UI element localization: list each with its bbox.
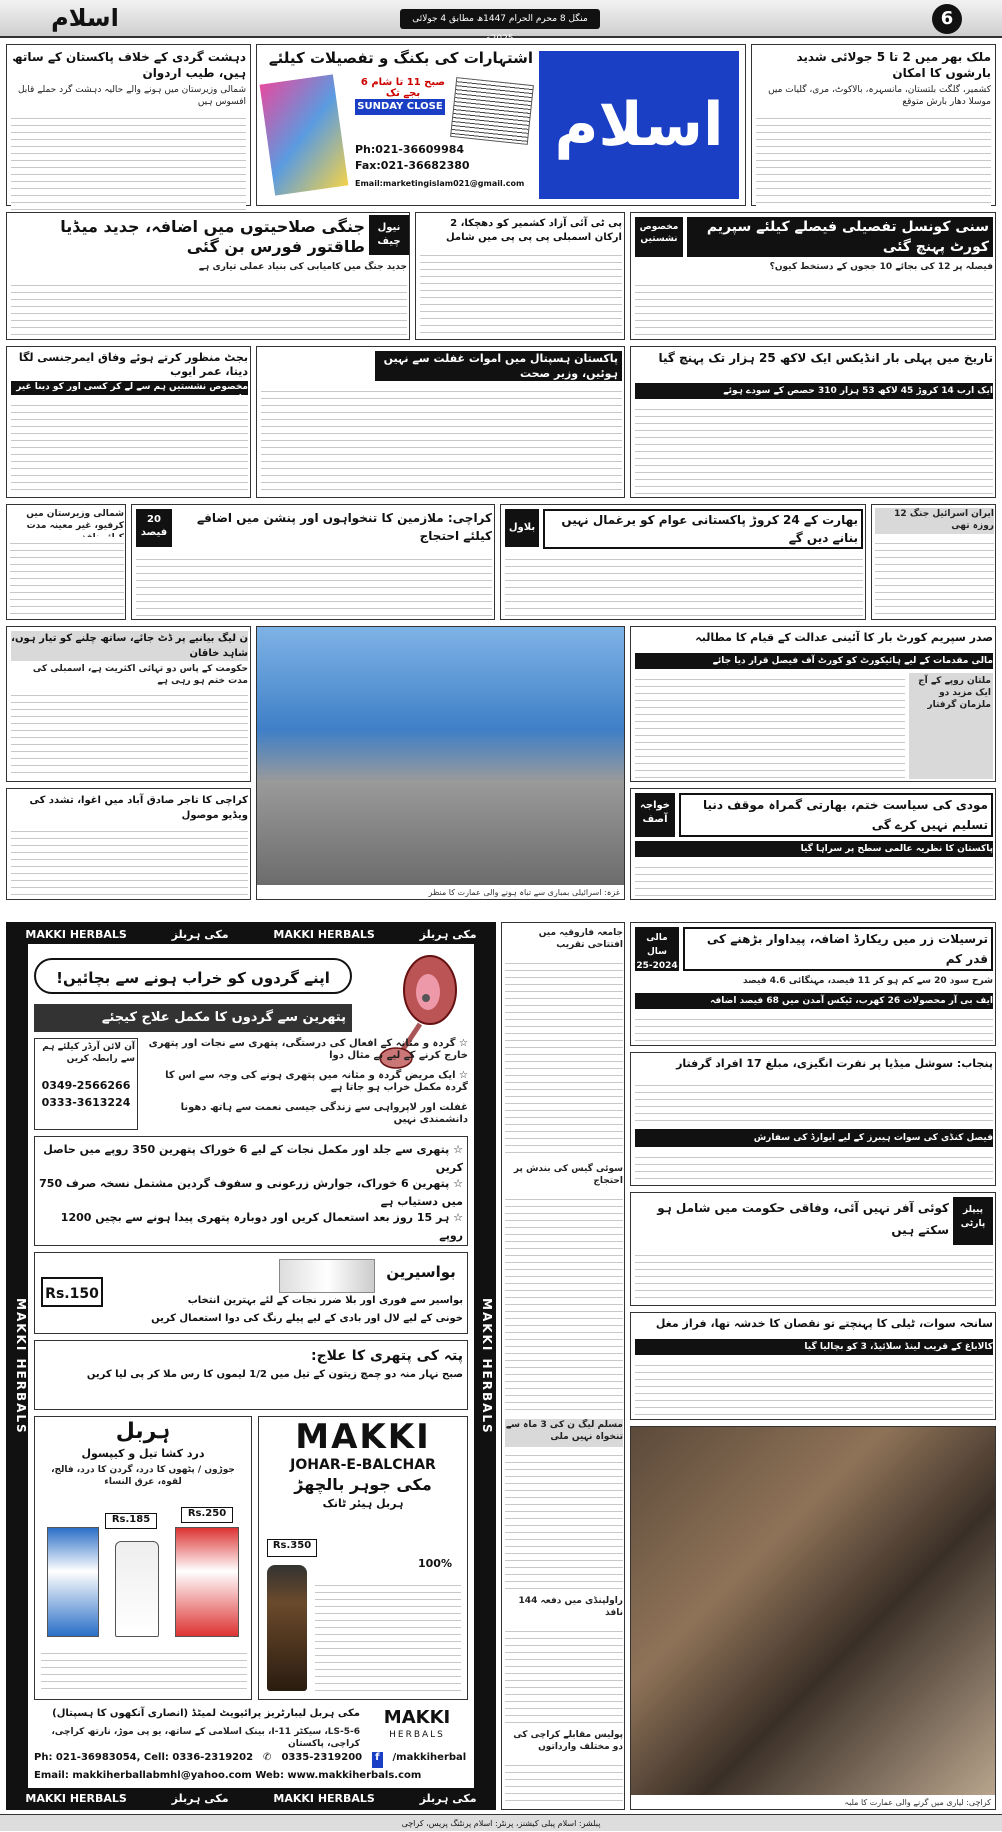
lower-h3: فیصل کنڈی کی سوات ہیبرز کے لیے ایوارڈ کی سفارش xyxy=(635,1129,993,1147)
ad-offer3-text: ہر 15 روز بعد استعمال کریں اور دوبارہ پتھری پیدا ہونے سے بچیں xyxy=(95,1211,450,1224)
photo-collapsed-caption: کراچی: لیاری میں گرنے والی عمارت کا ملبہ xyxy=(844,1798,991,1807)
ad-top-fax: Fax:021-36682380 xyxy=(355,159,470,172)
row2-h3-body xyxy=(635,279,993,337)
row2-h3-tag: مخصوص نشستیں xyxy=(635,217,683,257)
lower-h1: ترسیلات زر میں ریکارڈ اضافہ، پیداوار بڑھنے کی قدر کم xyxy=(683,927,993,971)
ad-point2 xyxy=(142,1070,468,1100)
ad-top-title: اشتہارات کی بکنگ و تفصیلات کیلئے xyxy=(268,49,533,67)
top-right-body xyxy=(756,112,991,208)
lower-h2-body xyxy=(635,1079,993,1125)
ad-top-logo-block xyxy=(539,51,739,199)
ad-phone1[interactable]: 0349-2566266 xyxy=(41,1079,131,1092)
row2-h2-body xyxy=(420,249,622,337)
makki-strip-right: MAKKI HERBALS xyxy=(474,944,494,1788)
page-footer: پبلشر: اسلام پبلی کیشنز، پرنٹر: اسلام پرنٹنگ پریس، کراچی xyxy=(0,1814,1002,1831)
row6-story-1 xyxy=(6,788,251,900)
ad-herbal-pack1 xyxy=(47,1527,99,1637)
mid-body4 xyxy=(505,1625,623,1725)
page-number: 6 xyxy=(932,4,962,34)
row3-h3-body xyxy=(635,403,993,495)
ad-makki-ur: مکی جوہر بالچھڑ xyxy=(294,1475,432,1494)
ad-footer-logo-block xyxy=(366,1706,468,1750)
ad-herbal-sub: درد کشا تیل و کیپسول xyxy=(81,1447,205,1460)
ad-makki-price: Rs.350 xyxy=(267,1539,317,1557)
makki-strip-left: MAKKI HERBALS xyxy=(8,944,28,1788)
ad-footer-contacts xyxy=(34,1752,468,1768)
ad-product2-box xyxy=(34,1252,468,1334)
ad-herbal-text: جوڑوں / پٹھوں کا درد، گردن کا درد، فالج، لقوہ، عرق النساء xyxy=(51,1465,235,1487)
ad-point1-text: گردہ و مثانہ کے افعال کی درستگی، پتھری سے نجات اور پتھری خارج کرنے کے لیے بے مثال دوا xyxy=(148,1038,468,1061)
row4-h2-tag: بلاول xyxy=(505,509,539,547)
ad-product1: پتھرین سے گردوں کا مکمل علاج کیجئے xyxy=(34,1004,352,1032)
row6-h1: کراچی کا تاجر صادق آباد میں اغوا، تشدد کی ویڈیو موصول xyxy=(29,795,248,821)
row4-h1: کراچی: ملازمین کا تنخواہوں اور پنشن میں اضافے کیلئے احتجاج xyxy=(196,511,492,543)
ad-top-logo: اسلام xyxy=(554,90,724,160)
mid-col xyxy=(501,922,625,1810)
ad-phones-en[interactable]: Ph: 021-36983054, Cell: 0336-2319202 xyxy=(34,1752,254,1763)
ad-herbal-price-capsule: Rs.185 xyxy=(105,1513,157,1529)
photo-gaza-building xyxy=(256,626,625,900)
brand-en-3: MAKKI HERBALS xyxy=(25,1791,127,1805)
ad-makki-title: MAKKI xyxy=(295,1417,431,1457)
ad-herbal-box xyxy=(34,1416,252,1700)
row6-h2-sub: پاکستان کا نظریہ عالمی سطح پر سراہا گیا xyxy=(635,841,993,857)
row2-story-2 xyxy=(415,212,625,340)
row2-h1-tag: نیول چیف xyxy=(369,215,409,255)
lower-h4-tag: پیپلز پارٹی xyxy=(953,1197,993,1245)
ad-footer-addr: LS-5-6، سیکٹر 11-I، بینک اسلامی کے ساتھ، یو پی موڑ، نارتھ کراچی، کراچی، پاکستان xyxy=(51,1727,360,1749)
mid-t3: مسلم لیگ ن کی 3 ماہ سے تنخواہ نہیں ملی xyxy=(505,1419,623,1447)
ad-product2: بواسیرین xyxy=(386,1263,456,1281)
ad-top-booking xyxy=(256,44,746,206)
makki-brand-row-bottom xyxy=(8,1788,494,1808)
ad-gall-box xyxy=(34,1340,468,1410)
row2-h1-body xyxy=(11,279,407,337)
row3-h2: پاکستان ہسپتال میں اموات غفلت سے نہیں ہوئیں، وزیر صحت xyxy=(375,351,622,381)
star-icon: ☆ xyxy=(459,1038,468,1049)
lower-h1-body xyxy=(635,1013,993,1043)
row3-story-1 xyxy=(6,346,251,498)
ad-herbal-body xyxy=(41,1647,247,1695)
mid-t2: سوئی گیس کی بندش پر احتجاج xyxy=(513,1164,623,1186)
row5-c2-sub: مالی مقدمات کے لیے ہائیکورٹ کو کورٹ آف فیصل قرار دیا جائے xyxy=(635,653,993,669)
lower-h2: پنجاب: سوشل میڈیا پر نفرت انگیزی، مبلغ 17 افراد گرفتار xyxy=(676,1057,993,1070)
ad-makki-bottle xyxy=(267,1565,307,1691)
lower-story-1 xyxy=(630,922,996,1046)
lower-h1-sub: شرح سود 20 سے کم ہو کر 11 فیصد، مہنگائی 4.6 فیصد xyxy=(742,976,993,986)
lower-h5-sub: کالاباغ کے قریب لینڈ سلائیڈ، 3 کو بچالیا گیا xyxy=(635,1339,993,1355)
lower-story-4 xyxy=(630,1312,996,1420)
row3-story-2 xyxy=(256,346,625,498)
star-icon: ☆ xyxy=(459,1070,468,1081)
ad-herbal-bottle xyxy=(115,1541,159,1637)
row5-c2: صدر سپریم کورٹ بار کا آئینی عدالت کے قیام کا مطالبہ xyxy=(695,631,993,644)
ad-offer1 xyxy=(39,1141,463,1175)
row5-side: ملتان روپے کے آج ایک مزید دو ملزمان گرفتار xyxy=(909,673,993,779)
row5-c1-sub: حکومت کے پاس دو تہائی اکثریت ہے، اسمبلی کی مدت ختم ہو رہی ہے xyxy=(32,664,248,686)
ad-offer3 xyxy=(39,1209,463,1243)
mid-body3 xyxy=(505,1449,623,1589)
photo-gaza-image xyxy=(257,627,624,885)
row4-left-body xyxy=(10,537,124,617)
ad-whatsapp[interactable]: 0335-2319200 xyxy=(281,1752,363,1763)
masthead: اسلام xyxy=(51,4,119,32)
row3-h1: بجٹ منظور کرتے ہوئے وفاق ایمرجنسی لگا دیتا، عمر ایوب xyxy=(18,351,248,378)
top-left-story xyxy=(6,44,251,206)
ad-footer-logo-sub: HERBALS xyxy=(389,1730,445,1740)
mid-t5: پولیس مقابلے کراچی کی دو مختلف وارداتوں xyxy=(513,1730,623,1752)
row3-h3: تاریخ میں پہلی بار انڈیکس ایک لاکھ 25 ہزار تک پہنچ گیا xyxy=(658,351,993,365)
top-right-headline: ملک بھر میں 2 تا 5 جولائی شدید بارشوں کا امکان xyxy=(796,50,991,80)
ad-phone2[interactable]: 0333-3613224 xyxy=(41,1096,131,1109)
lower-h1-bar: ایف بی آر محصولات 26 کھرب، ٹیکس آمدن میں 68 فیصد اضافہ xyxy=(635,993,993,1009)
ad-makki-box xyxy=(258,1416,468,1700)
date-line: منگل 8 محرم الحرام 1447ھ مطابق 4 جولائی 2025ء xyxy=(400,9,600,29)
row2-h1: جنگی صلاحیتوں میں اضافہ، جدید میڈیا طاقتور فورس بن گئی xyxy=(60,217,365,256)
ad-product2-price: Rs.150 xyxy=(41,1277,103,1307)
top-left-body xyxy=(11,112,246,212)
row5-c2-body xyxy=(635,673,905,779)
ad-phones-box xyxy=(34,1038,138,1130)
brand-en-4: MAKKI HERBALS xyxy=(273,1791,375,1805)
photo-collapsed-building xyxy=(630,1426,996,1810)
row4-left-title: شمالی وزیرستان میں کرفیو، غیر معینہ مدت xyxy=(26,509,124,531)
ad-product2-line2: خونی کے لیے لال اور بادی کے لیے پیلے رنگ کی دوا استعمال کریں xyxy=(151,1313,463,1324)
ad-point1 xyxy=(142,1038,468,1068)
ad-makki-badge: 100% xyxy=(418,1557,452,1570)
ad-footer-name: مکی ہربل لیبارٹریز پرائیویٹ لمیٹڈ (انصاری آنکھوں کا ہسپتال) xyxy=(52,1708,360,1719)
ad-point3: غفلت اور لاپرواہی سے زندگی جیسی نعمت سے ہاتھ دھونا دانشمندی نہیں xyxy=(180,1102,468,1125)
row5-c1-body xyxy=(11,689,248,779)
row4-h1-tag: 20 فیصد xyxy=(136,509,172,547)
top-right-sub: کشمیر، گلگت بلتستان، مانسہرہ، بالاکوٹ، مری، گلیات میں موسلا دھار بارش متوقع xyxy=(768,85,991,107)
row4-h1-body xyxy=(136,553,492,617)
ad-point2-text: ایک مریض گردہ و مثانہ میں پتھری ہونے کی وجہ سے اس کا گردہ مکمل خراب ہو جاتا ہے xyxy=(165,1070,468,1093)
row2-h3-sub: فیصلہ پر 12 کی بجائے 10 ججوں کے دستخط کیوں؟ xyxy=(769,262,993,272)
ad-footer-logo: MAKKI xyxy=(383,1707,451,1728)
ad-product2-line1: بواسیر سے فوری اور بلا ضرر نجات کے لئے بہترین انتخاب xyxy=(187,1295,463,1306)
ad-offer3-price: 1200 روپے xyxy=(60,1211,463,1242)
row5-story-1 xyxy=(6,626,251,782)
ad-gall-title: پتہ کی پتھری کا علاج: xyxy=(310,1348,463,1364)
whatsapp-icon: ✆ xyxy=(263,1752,272,1763)
ad-offer1-text: پتھری سے جلد اور مکمل نجات کے لیے 6 خوراک پتھرین 350 روپے میں حاصل کریں xyxy=(43,1143,463,1174)
row3-h1-body xyxy=(11,399,248,495)
ad-herbal-title: ہربل xyxy=(115,1419,171,1444)
lower-story-2 xyxy=(630,1052,996,1186)
lower-story-3 xyxy=(630,1192,996,1306)
ad-product2-pack xyxy=(279,1259,375,1293)
row2-story-1 xyxy=(6,212,410,340)
mid-body2 xyxy=(505,1193,623,1413)
row4-story-1 xyxy=(131,504,495,620)
ad-top-magazine xyxy=(260,74,349,195)
row3-h2-body xyxy=(261,385,622,495)
ad-makki-tonic: ہربل ہیئر ٹانک xyxy=(322,1497,404,1510)
ad-fb[interactable]: /makkiherbal xyxy=(392,1752,467,1763)
row3-h3-sub: ایک ارب 14 کروڑ 45 لاکھ 53 ہزار 310 حصص کے سودے ہوئے xyxy=(635,383,993,399)
ad-top-newspaper xyxy=(450,77,534,145)
row2-h2: پی ٹی آئی آزاد کشمیر کو دھچکا، 2 ارکان اسمبلی پی پی پی میں شامل xyxy=(445,218,622,243)
mid-body5 xyxy=(505,1759,623,1805)
lower-h4: کوئی آفر نہیں آئی، وفاقی حکومت میں شامل ہو سکتے ہیں xyxy=(657,1201,949,1237)
row4-left-brief xyxy=(6,504,126,620)
row4-h2: بھارت کے 24 کروڑ پاکستانی عوام کو یرغمال نہیں بنانے دیں گے xyxy=(543,509,863,549)
ad-top-phone: Ph:021-36609984 xyxy=(355,143,465,156)
mid-t4: راولپنڈی میں دفعہ 144 نافذ xyxy=(518,1596,623,1618)
ad-top-email: Email:marketingislam021@gmail.com xyxy=(355,179,525,188)
brand-ur-1: مکی ہربلز xyxy=(171,927,229,941)
brand-en-1: MAKKI HERBALS xyxy=(25,927,127,941)
makki-ad xyxy=(6,922,496,1810)
row4-h2-body xyxy=(505,553,863,617)
photo-gaza-caption: غزہ: اسرائیلی بمباری سے تباہ ہونے والی عمارت کا منظر xyxy=(428,888,620,897)
brand-ur-3: مکی ہربلز xyxy=(171,1791,229,1805)
photo-collapsed-image xyxy=(631,1427,995,1795)
top-right-story xyxy=(751,44,996,206)
lower-h5: سانحہ سوات، ٹیلی کا پہنچتے تو نقصان کا خدشہ تھا، فراز مغل xyxy=(655,1317,993,1330)
ad-makki-sub: JOHAR-E-BALCHAR xyxy=(290,1457,436,1473)
star-icon: ☆ xyxy=(453,1143,463,1156)
brand-ur-4: مکی ہربلز xyxy=(419,1791,477,1805)
row2-story-3 xyxy=(630,212,996,340)
ad-offers-box xyxy=(34,1136,468,1246)
ad-offer2-text: پتھرین 6 خوراک، جوارش زرعونی و سفوف گردین مشتمل نسخہ صرف 750 میں دستیاب ہے xyxy=(39,1177,463,1208)
row5-c1: ن لیگ بیانیے پر ڈٹ جائے، ساتھ چلنے کو تیار ہوں، شاہد خاقان xyxy=(11,633,248,659)
ad-offer2 xyxy=(39,1175,463,1209)
ad-gall-text: صبح نہار منہ دو چمچ زیتون کے تیل میں 1/2 لیموں کا رس ملا کر پی لیا کریں xyxy=(86,1369,463,1380)
row4-side-title: ایران اسرائیل جنگ 12 روزہ تھی xyxy=(875,508,994,534)
row3-story-3 xyxy=(630,346,996,498)
row6-h1-body xyxy=(11,825,248,897)
ad-makki-body xyxy=(315,1579,461,1691)
ad-herbal-pack2 xyxy=(175,1527,239,1637)
row2-h1-sub: جدید جنگ میں کامیابی کی بنیاد عملی تیاری ہے xyxy=(198,262,407,272)
mid-body1 xyxy=(505,957,623,1157)
lower-h4-body xyxy=(635,1249,993,1303)
mid-t1: جامعہ فاروقیہ میں افتتاحی تقریب xyxy=(538,928,623,950)
star-icon: ☆ xyxy=(453,1177,463,1190)
row3-h1-sub: مخصوص نشستیں ہم سے لے کر کسی اور کو دینا غیر xyxy=(11,381,248,395)
row6-h2-body xyxy=(635,861,993,897)
ad-herbal-price-oil: Rs.250 xyxy=(181,1507,233,1523)
facebook-icon: f xyxy=(372,1752,382,1768)
top-left-sub: شمالی وزیرستان میں ہونے والے حالیہ دہشت گرد حملے قابل افسوس ہیں xyxy=(17,85,246,107)
ad-top-sunday: SUNDAY CLOSE xyxy=(355,99,445,115)
ad-top-hours: صبح 11 تا شام 6 بجے تک xyxy=(360,77,446,99)
row4-side-body xyxy=(875,537,994,617)
lower-h5-body xyxy=(635,1359,993,1417)
brand-en-2: MAKKI HERBALS xyxy=(273,927,375,941)
top-left-headline: دہشت گردی کے خلاف پاکستان کے ساتھ ہیں، طیب اردوان xyxy=(12,50,246,80)
row5-story-2 xyxy=(630,626,996,782)
lower-h1-tag: مالی سال 2024-25 xyxy=(635,927,679,971)
row6-h2: مودی کی سیاست ختم، بھارتی گمراہ موقف دنیا تسلیم نہیں کرے گی xyxy=(679,793,993,837)
row6-h2-tag: خواجہ آصف xyxy=(635,793,675,837)
ad-email-web[interactable]: Email: makkiherballabmhl@yahoo.com Web: www.makkiherbals.com xyxy=(34,1770,422,1781)
row4-side-brief xyxy=(871,504,996,620)
row6-story-2 xyxy=(630,788,996,900)
ad-kidney-headline: اپنے گردوں کو خراب ہونے سے بچائیں! xyxy=(34,958,352,994)
brand-ur-2: مکی ہربلز xyxy=(419,927,477,941)
makki-brand-row-top xyxy=(8,924,494,944)
ad-phones-title: آن لائن آرڈر کیلئے ہم سے رابطہ کریں xyxy=(42,1042,135,1064)
star-icon: ☆ xyxy=(453,1211,463,1224)
row4-story-2 xyxy=(500,504,866,620)
row2-h3: سنی کونسل تفصیلی فیصلے کیلئے سپریم کورٹ پہنچ گئی xyxy=(687,217,993,257)
lower-h3-body xyxy=(635,1151,993,1183)
